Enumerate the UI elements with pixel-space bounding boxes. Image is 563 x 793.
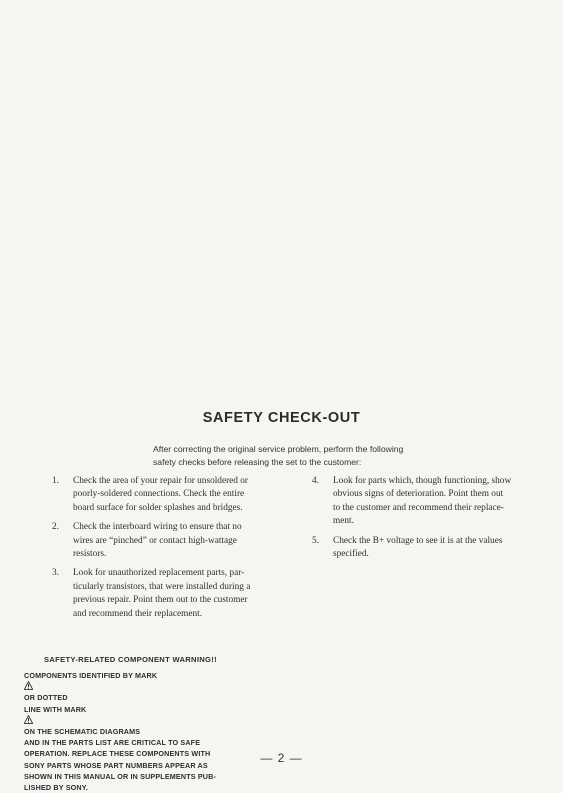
check-number: 1.: [52, 476, 59, 486]
check-text-line: Check the B+ voltage to see it is at the values: [333, 535, 503, 546]
check-text-line: obvious signs of deterioration. Point them out: [333, 489, 504, 500]
check-text-line: specified.: [333, 549, 369, 560]
check-item-4: [312, 475, 537, 529]
check-text-line: previous repair. Point them out to the customer: [73, 595, 248, 606]
check-number: 2.: [52, 522, 59, 533]
check-text-line: Check the area of your repair for unsoldered or: [73, 476, 249, 486]
safety-checks-right-column: [312, 475, 537, 567]
intro-line: After correcting the original service problem, perform the following: [153, 444, 404, 454]
check-text-line: resistors.: [73, 549, 107, 560]
check-item-2: [52, 521, 287, 561]
intro-line: safety checks before releasing the set to the customer:: [153, 457, 362, 467]
page-number: — 2 —: [260, 751, 303, 765]
warning-line: [24, 704, 249, 738]
warning-line: LISHED BY SONY.: [24, 783, 89, 793]
check-text-line: and recommend their replacement.: [73, 608, 203, 619]
safety-checks-left-column: [52, 475, 287, 627]
warning-line: SONY PARTS WHOSE PART NUMBERS APPEAR AS: [24, 760, 208, 770]
warning-line: OPERATION. REPLACE THESE COMPONENTS WITH: [24, 749, 211, 759]
check-text-line: poorly-soldered connections. Check the entire: [73, 489, 245, 500]
check-text-line: board surface for solder splashes and bridges.: [73, 502, 243, 513]
warning-text: LINE WITH MARK: [24, 704, 87, 714]
warning-text: OR DOTTED: [24, 693, 68, 703]
check-text-line: ticularly transistors, that were installed during a: [73, 581, 251, 592]
check-text-line: Look for parts which, though functioning, show: [333, 476, 512, 486]
warning-triangle-icon: [24, 681, 33, 690]
warning-text: COMPONENTS IDENTIFIED BY MARK: [24, 671, 158, 680]
check-text-line: ment.: [333, 516, 354, 527]
check-item-5: [312, 535, 537, 562]
warning-notice: [24, 670, 249, 793]
intro-paragraph: [153, 443, 453, 469]
check-item-1: [52, 475, 287, 515]
check-number: 4.: [312, 476, 319, 486]
check-text-line: Look for unauthorized replacement parts, par-: [73, 568, 245, 579]
check-text-line: wires are “pinched” or contact high-wattage: [73, 535, 237, 546]
warning-line: AND IN THE PARTS LIST ARE CRITICAL TO SAFE: [24, 738, 201, 748]
warning-line: [24, 670, 249, 704]
check-text-line: to the customer and recommend their replace-: [333, 502, 504, 513]
warning-triangle-icon: [24, 715, 33, 724]
section-title: SAFETY CHECK-OUT: [202, 410, 361, 426]
check-number: 5.: [312, 535, 319, 546]
check-item-3: [52, 567, 287, 621]
check-text-line: Check the interboard wiring to ensure that no: [73, 522, 242, 533]
check-number: 3.: [52, 568, 59, 579]
warning-heading: SAFETY-RELATED COMPONENT WARNING!!: [44, 655, 217, 664]
warning-line: SHOWN IN THIS MANUAL OR IN SUPPLEMENTS PUB-: [24, 771, 216, 781]
warning-text: ON THE SCHEMATIC DIAGRAMS: [24, 727, 141, 737]
